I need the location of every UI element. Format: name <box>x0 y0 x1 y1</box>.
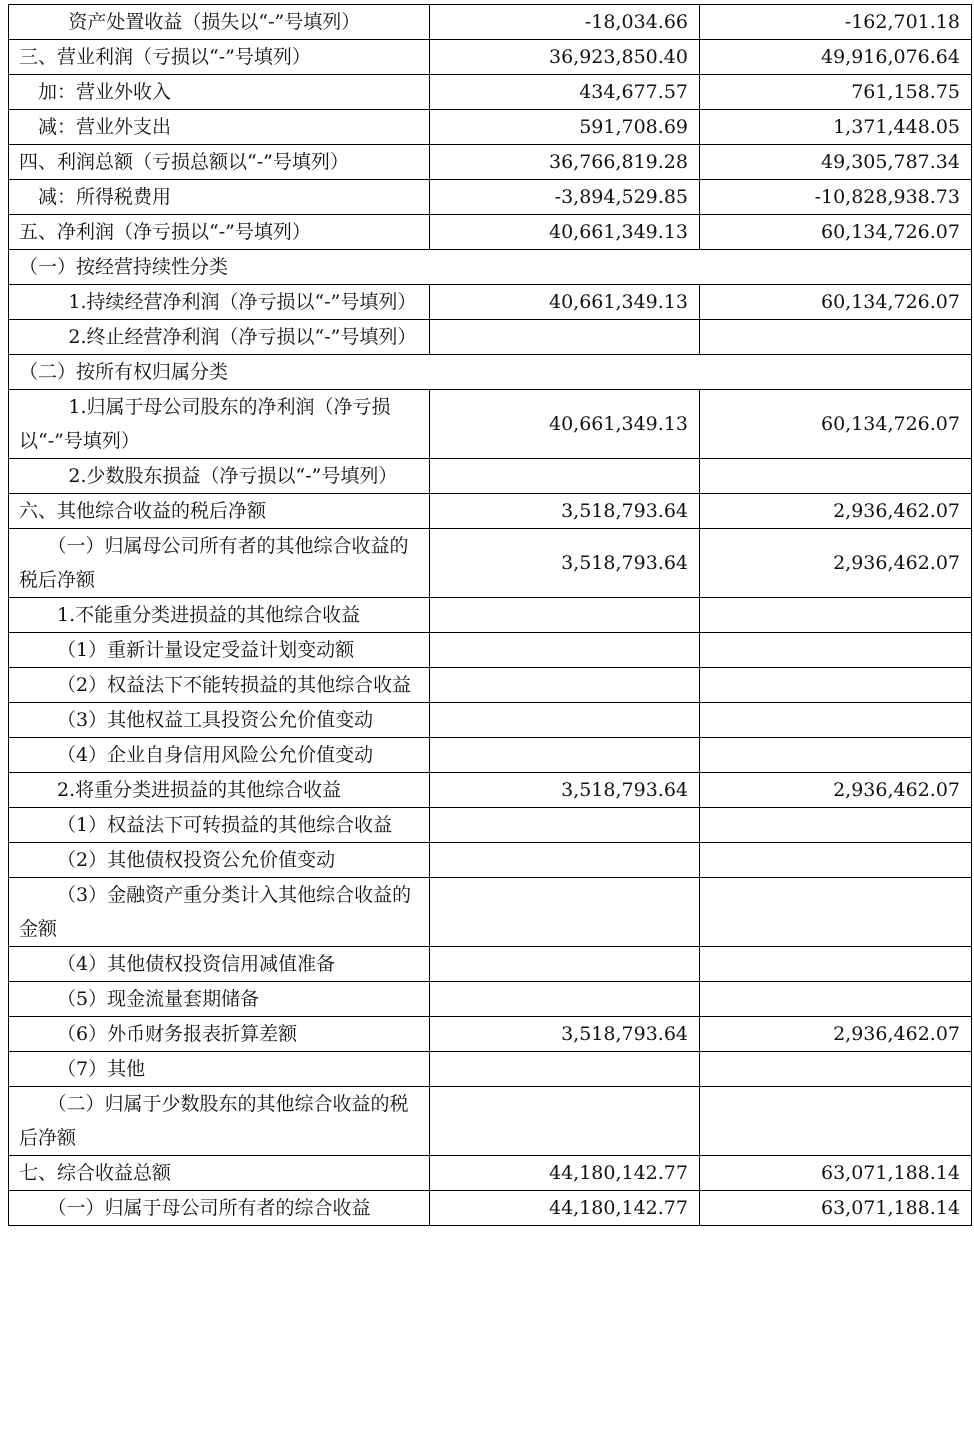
current-period-amount: 44,180,142.77 <box>430 1156 700 1191</box>
row-label: （一）归属于母公司所有者的综合收益 <box>9 1191 430 1226</box>
current-period-amount <box>430 320 700 355</box>
current-period-amount: 40,661,349.13 <box>430 215 700 250</box>
current-period-amount: 3,518,793.64 <box>430 773 700 808</box>
table-row <box>9 843 972 878</box>
current-period-amount <box>430 598 700 633</box>
table-row <box>9 878 972 947</box>
table-row <box>9 808 972 843</box>
row-label: 2.少数股东损益（净亏损以“-”号填列） <box>9 459 430 494</box>
prior-period-amount: 761,158.75 <box>700 75 972 110</box>
table-row <box>9 529 972 598</box>
prior-period-amount: 60,134,726.07 <box>700 390 972 459</box>
current-period-amount <box>430 947 700 982</box>
prior-period-amount <box>700 1087 972 1156</box>
prior-period-amount: -10,828,938.73 <box>700 180 972 215</box>
table-row <box>9 773 972 808</box>
current-period-amount: 3,518,793.64 <box>430 494 700 529</box>
current-period-amount <box>430 738 700 773</box>
current-period-amount: 44,180,142.77 <box>430 1191 700 1226</box>
current-period-amount <box>430 982 700 1017</box>
prior-period-amount <box>700 738 972 773</box>
table-row <box>9 110 972 145</box>
row-label: （一）归属母公司所有者的其他综合收益的税后净额 <box>9 529 430 598</box>
row-label: （1）权益法下可转损益的其他综合收益 <box>9 808 430 843</box>
prior-period-amount <box>700 598 972 633</box>
current-period-amount <box>430 633 700 668</box>
table-row <box>9 668 972 703</box>
current-period-amount: 36,766,819.28 <box>430 145 700 180</box>
table-row <box>9 215 972 250</box>
prior-period-amount: 60,134,726.07 <box>700 215 972 250</box>
income-statement-body <box>9 5 972 1226</box>
prior-period-amount <box>700 633 972 668</box>
row-label: （3）其他权益工具投资公允价值变动 <box>9 703 430 738</box>
row-label: （2）其他债权投资公允价值变动 <box>9 843 430 878</box>
row-label: 加：营业外收入 <box>9 75 430 110</box>
current-period-amount: 40,661,349.13 <box>430 390 700 459</box>
current-period-amount <box>430 1052 700 1087</box>
table-row <box>9 1052 972 1087</box>
current-period-amount: 434,677.57 <box>430 75 700 110</box>
prior-period-amount <box>700 668 972 703</box>
prior-period-amount <box>700 947 972 982</box>
table-row <box>9 355 972 390</box>
current-period-amount: -3,894,529.85 <box>430 180 700 215</box>
row-label: 1.持续经营净利润（净亏损以“-”号填列） <box>9 285 430 320</box>
row-label: 减：营业外支出 <box>9 110 430 145</box>
row-label: 1.不能重分类进损益的其他综合收益 <box>9 598 430 633</box>
current-period-amount <box>430 703 700 738</box>
row-label: （6）外币财务报表折算差额 <box>9 1017 430 1052</box>
row-label: （3）金融资产重分类计入其他综合收益的金额 <box>9 878 430 947</box>
prior-period-amount: -162,701.18 <box>700 5 972 40</box>
current-period-amount: 40,661,349.13 <box>430 285 700 320</box>
row-label: （1）重新计量设定受益计划变动额 <box>9 633 430 668</box>
income-statement-table <box>8 4 972 1226</box>
row-label: 四、利润总额（亏损总额以“-”号填列） <box>9 145 430 180</box>
prior-period-amount: 2,936,462.07 <box>700 494 972 529</box>
prior-period-amount <box>700 320 972 355</box>
table-row <box>9 598 972 633</box>
prior-period-amount: 2,936,462.07 <box>700 1017 972 1052</box>
table-row <box>9 145 972 180</box>
current-period-amount: -18,034.66 <box>430 5 700 40</box>
row-label: 2.将重分类进损益的其他综合收益 <box>9 773 430 808</box>
row-label: 五、净利润（净亏损以“-”号填列） <box>9 215 430 250</box>
table-row <box>9 320 972 355</box>
table-row <box>9 1087 972 1156</box>
row-label: （7）其他 <box>9 1052 430 1087</box>
current-period-amount <box>430 668 700 703</box>
current-period-amount <box>430 843 700 878</box>
table-row <box>9 40 972 75</box>
table-row <box>9 703 972 738</box>
row-label: 七、综合收益总额 <box>9 1156 430 1191</box>
table-row <box>9 982 972 1017</box>
table-row <box>9 633 972 668</box>
prior-period-amount <box>700 982 972 1017</box>
row-label: 减：所得税费用 <box>9 180 430 215</box>
table-row <box>9 390 972 459</box>
prior-period-amount <box>700 703 972 738</box>
prior-period-amount: 1,371,448.05 <box>700 110 972 145</box>
current-period-amount <box>430 878 700 947</box>
table-row <box>9 947 972 982</box>
prior-period-amount: 2,936,462.07 <box>700 529 972 598</box>
prior-period-amount <box>700 878 972 947</box>
current-period-amount <box>430 459 700 494</box>
current-period-amount <box>430 808 700 843</box>
prior-period-amount: 63,071,188.14 <box>700 1191 972 1226</box>
table-row <box>9 494 972 529</box>
row-label: 三、营业利润（亏损以“-”号填列） <box>9 40 430 75</box>
prior-period-amount: 49,305,787.34 <box>700 145 972 180</box>
table-row <box>9 1156 972 1191</box>
current-period-amount: 591,708.69 <box>430 110 700 145</box>
row-label: （4）其他债权投资信用减值准备 <box>9 947 430 982</box>
row-label: （4）企业自身信用风险公允价值变动 <box>9 738 430 773</box>
table-row <box>9 459 972 494</box>
row-label: （2）权益法下不能转损益的其他综合收益 <box>9 668 430 703</box>
current-period-amount <box>430 1087 700 1156</box>
table-row <box>9 180 972 215</box>
row-label: （5）现金流量套期储备 <box>9 982 430 1017</box>
table-row <box>9 738 972 773</box>
prior-period-amount <box>700 1052 972 1087</box>
table-row <box>9 285 972 320</box>
table-row <box>9 75 972 110</box>
prior-period-amount: 49,916,076.64 <box>700 40 972 75</box>
section-heading: （二）按所有权归属分类 <box>9 355 972 390</box>
row-label: 资产处置收益（损失以“-”号填列） <box>9 5 430 40</box>
section-heading: （一）按经营持续性分类 <box>9 250 972 285</box>
prior-period-amount <box>700 459 972 494</box>
current-period-amount: 3,518,793.64 <box>430 529 700 598</box>
row-label: 1.归属于母公司股东的净利润（净亏损以“-”号填列） <box>9 390 430 459</box>
prior-period-amount: 63,071,188.14 <box>700 1156 972 1191</box>
row-label: 六、其他综合收益的税后净额 <box>9 494 430 529</box>
table-row <box>9 250 972 285</box>
table-row <box>9 1191 972 1226</box>
prior-period-amount <box>700 843 972 878</box>
prior-period-amount <box>700 808 972 843</box>
table-row <box>9 1017 972 1052</box>
current-period-amount: 36,923,850.40 <box>430 40 700 75</box>
table-row <box>9 5 972 40</box>
prior-period-amount: 60,134,726.07 <box>700 285 972 320</box>
row-label: 2.终止经营净利润（净亏损以“-”号填列） <box>9 320 430 355</box>
current-period-amount: 3,518,793.64 <box>430 1017 700 1052</box>
prior-period-amount: 2,936,462.07 <box>700 773 972 808</box>
row-label: （二）归属于少数股东的其他综合收益的税后净额 <box>9 1087 430 1156</box>
